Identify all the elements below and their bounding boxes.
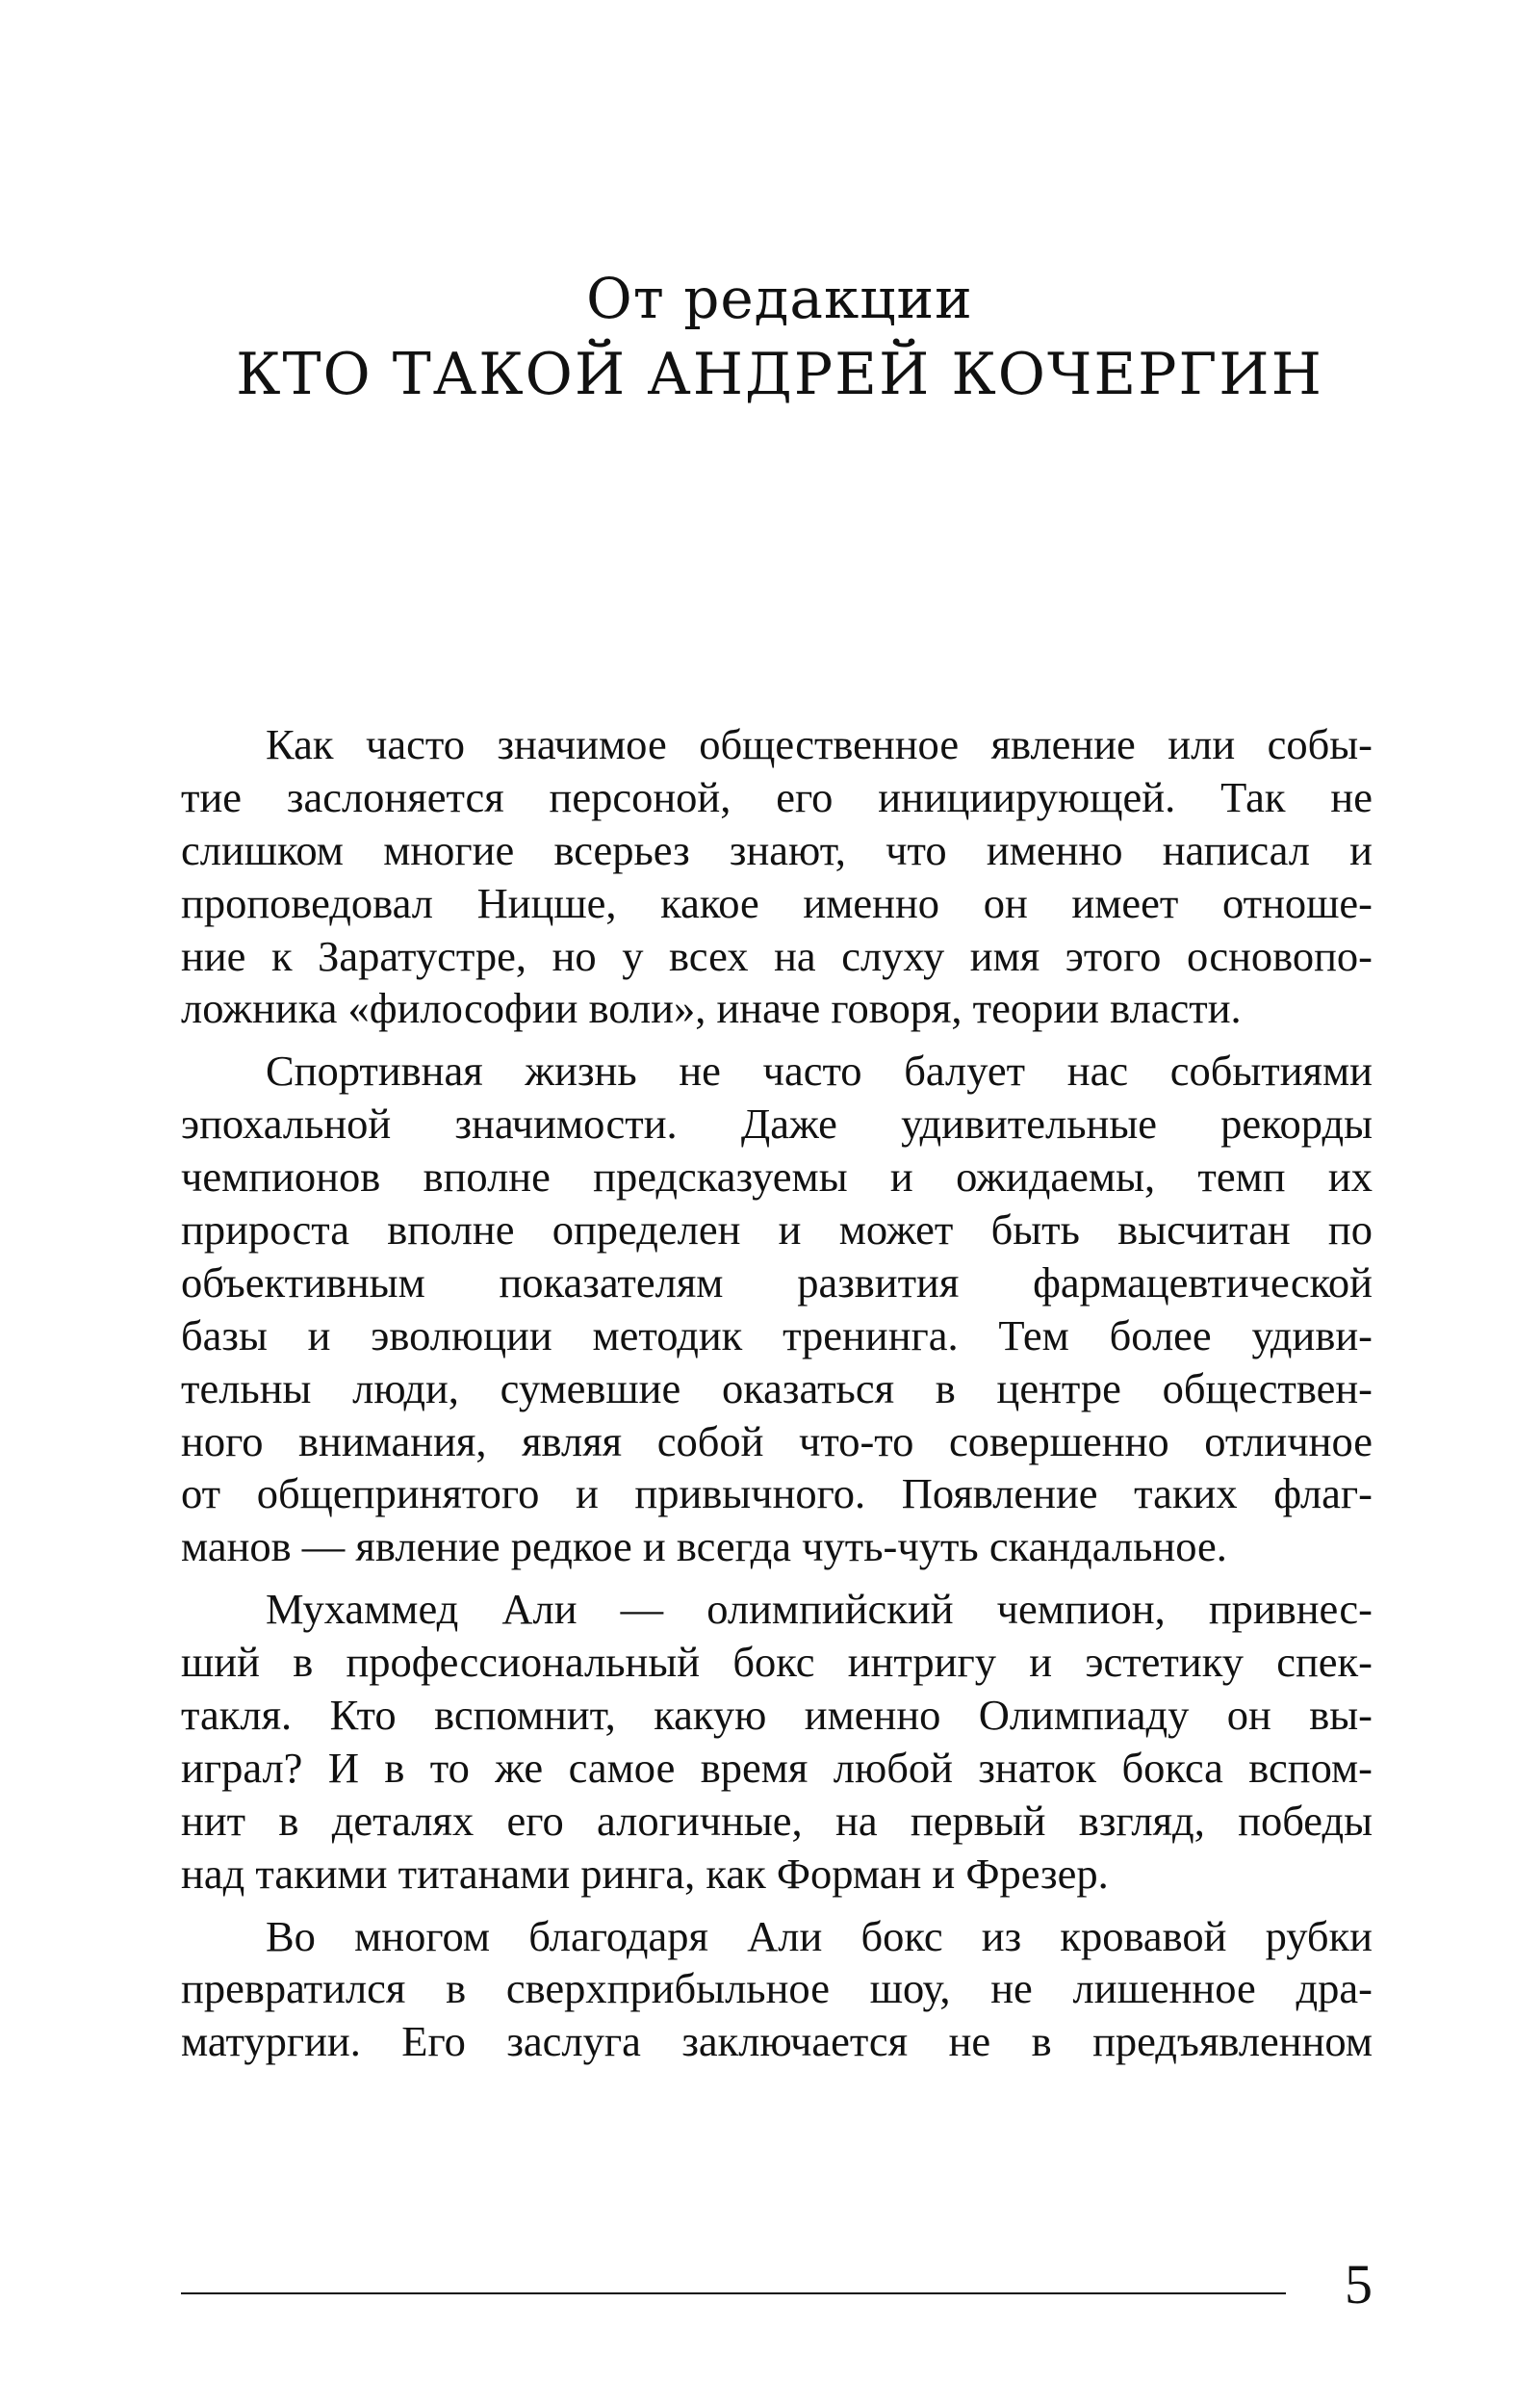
text-line: ного внимания, являя собой что-то совершенно отличное bbox=[181, 1416, 1373, 1465]
footer-divider bbox=[181, 2292, 1286, 2294]
text-line: Мухаммед Али — олимпийский чемпион, привнес- bbox=[266, 1585, 1373, 1634]
text-line: превратился в сверхприбыльное шоу, не лишенное дра- bbox=[181, 1964, 1373, 2013]
text-line: Во многом благодаря Али бокс из кровавой рубки bbox=[266, 1911, 1373, 1960]
paragraph-3 bbox=[181, 1583, 1373, 1900]
text-line: манов — явление редкое и всегда чуть-чуть скандальное. bbox=[181, 1522, 1227, 1571]
paragraph-1 bbox=[181, 718, 1373, 1035]
text-line: матургии. Его заслуга заключается не в предъявленном bbox=[181, 2017, 1373, 2066]
text-line: эпохальной значимости. Даже удивительные рекорды bbox=[181, 1100, 1373, 1149]
chapter-heading bbox=[183, 262, 1376, 414]
text-line: Спортивная жизнь не часто балует нас событиями bbox=[266, 1047, 1373, 1096]
text-line: базы и эволюции методик тренинга. Тем более удиви- bbox=[181, 1310, 1373, 1359]
text-line: слишком многие всерьез знают, что именно написал и bbox=[181, 825, 1373, 874]
text-line: ший в профессиональный бокс интригу и эстетику спек- bbox=[181, 1638, 1373, 1687]
body-text bbox=[181, 718, 1373, 2068]
text-line: ложника «философии воли», иначе говоря, теории власти. bbox=[181, 984, 1242, 1033]
text-line: тельны люди, сумевшие оказаться в центре обществен- bbox=[181, 1363, 1373, 1412]
text-line: объективным показателям развития фармацевтической bbox=[181, 1257, 1373, 1307]
text-line: чемпионов вполне предсказуемы и ожидаемы, темп их bbox=[181, 1152, 1373, 1202]
text-line: Как часто значимое общественное явление или собы- bbox=[266, 720, 1373, 768]
paragraph-4 bbox=[181, 1910, 1373, 2069]
text-line: ние к Заратустре, но у всех на слуху имя этого основопо- bbox=[181, 931, 1373, 980]
paragraph-2 bbox=[181, 1045, 1373, 1573]
text-line: над такими титанами ринга, как Форман и Фрезер. bbox=[181, 1849, 1109, 1898]
text-line: нит в деталях его алогичные, на первый взгляд, победы bbox=[181, 1796, 1373, 1845]
text-line: проповедовал Ницше, какое именно он имеет отноше- bbox=[181, 878, 1373, 927]
text-line: прироста вполне определен и может быть высчитан по bbox=[181, 1205, 1373, 1255]
chapter-subtitle: От редакции bbox=[586, 266, 973, 331]
text-line: тие заслоняется персоной, его инициирующей. Так не bbox=[181, 772, 1373, 821]
page-number: 5 bbox=[1345, 2253, 1373, 2316]
text-line: от общепринятого и привычного. Появление таких флаг- bbox=[181, 1469, 1373, 1518]
chapter-title: КТО ТАКОЙ АНДРЕЙ КОЧЕРГИН bbox=[236, 341, 1323, 408]
text-line: такля. Кто вспомнит, какую именно Олимпиаду он вы- bbox=[181, 1691, 1373, 1740]
text-line: играл? И в то же самое время любой знаток бокса вспом- bbox=[181, 1743, 1373, 1792]
